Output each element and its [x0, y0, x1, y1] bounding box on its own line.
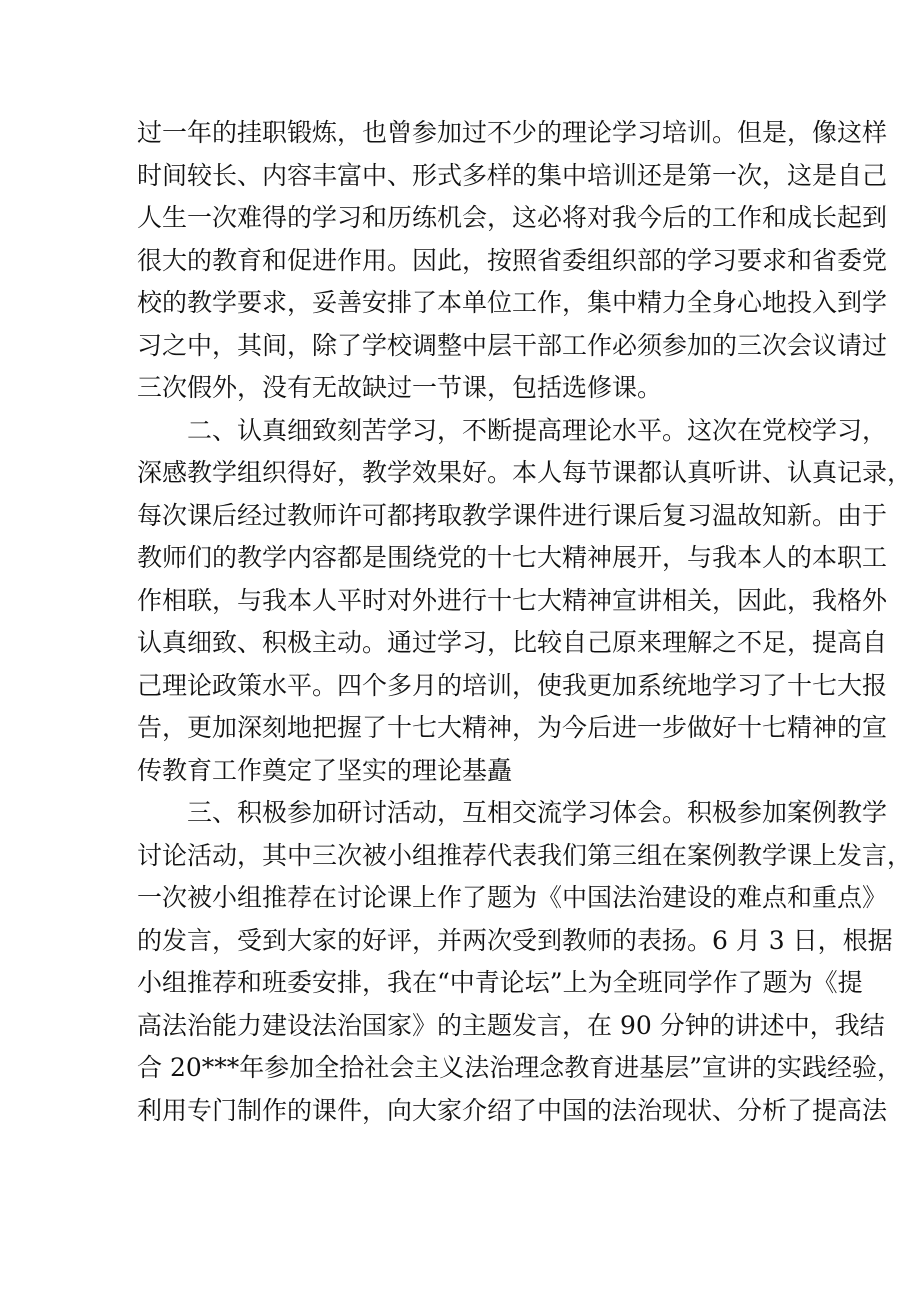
- text-line: 作相联，与我本人平时对外进行十七大精神宣讲相关，因此，我格外: [137, 585, 888, 615]
- text-line: 传教育工作奠定了坚实的理论基矗: [137, 755, 513, 785]
- text-line: 深感教学组织得好，教学效果好。本人每节课都认真听讲、认真记录，: [137, 458, 913, 487]
- paragraph-2: [137, 410, 913, 793]
- text-line: 的发言，受到大家的好评，并两次受到教师的表扬。6 月 3 日，根据: [137, 925, 893, 955]
- text-line: 教师们的教学内容都是围绕党的十七大精神展开，与我本人的本职工: [137, 543, 888, 572]
- text-line: 习之中，其间，除了学校调整中层干部工作必须参加的三次会议请过: [137, 330, 888, 360]
- text-line: 人生一次难得的学习和历练机会，这必将对我今后的工作和成长起到: [137, 203, 888, 232]
- text-line: 每次课后经过教师许可都拷取教学课件进行课后复习温故知新。由于: [137, 500, 888, 530]
- paragraph-1: [137, 112, 888, 410]
- text-line: 二、认真细致刻苦学习，不断提高理论水平。这次在党校学习，: [187, 415, 888, 445]
- text-line: 一次被小组推荐在讨论课上作了题为《中国法治建设的难点和重点》: [137, 883, 888, 912]
- text-line: 合 20***年参加全拾社会主义法治理念教育进基层”宣讲的实践经验，: [137, 1053, 903, 1082]
- document-body: [137, 112, 913, 1132]
- text-line: 很大的教育和促进作用。因此，按照省委组织部的学习要求和省委党: [137, 245, 888, 275]
- text-line: 告，更加深刻地把握了十七大精神，为今后进一步做好十七精神的宣: [137, 713, 888, 742]
- text-line: 利用专门制作的课件，向大家介绍了中国的法治现状、分析了提高法: [137, 1095, 888, 1125]
- text-line: 己理论政策水平。四个多月的培训，使我更加系统地学习了十七大报: [137, 670, 888, 700]
- text-line: 高法治能力建设法治国家》的主题发言，在 90 分钟的讲述中，我结: [137, 1010, 885, 1040]
- text-line: 认真细致、积极主动。通过学习，比较自己原来理解之不足，提高自: [137, 628, 888, 657]
- text-line: 校的教学要求，妥善安排了本单位工作，集中精力全身心地投入到学: [137, 288, 888, 317]
- text-line: 时间较长、内容丰富中、形式多样的集中培训还是第一次，这是自己: [137, 160, 888, 190]
- text-line: 三、积极参加研讨活动，互相交流学习体会。积极参加案例教学: [187, 798, 888, 827]
- text-line: 过一年的挂职锻炼，也曾参加过不少的理论学习培训。但是，像这样: [137, 118, 888, 147]
- text-line: 三次假外，没有无故缺过一节课，包括选修课。: [137, 373, 663, 402]
- text-line: 讨论活动，其中三次被小组推荐代表我们第三组在案例教学课上发言，: [137, 840, 913, 870]
- paragraph-3: [137, 792, 913, 1132]
- text-line: 小组推荐和班委安排，我在“中青论坛”上为全班同学作了题为《提: [137, 968, 863, 997]
